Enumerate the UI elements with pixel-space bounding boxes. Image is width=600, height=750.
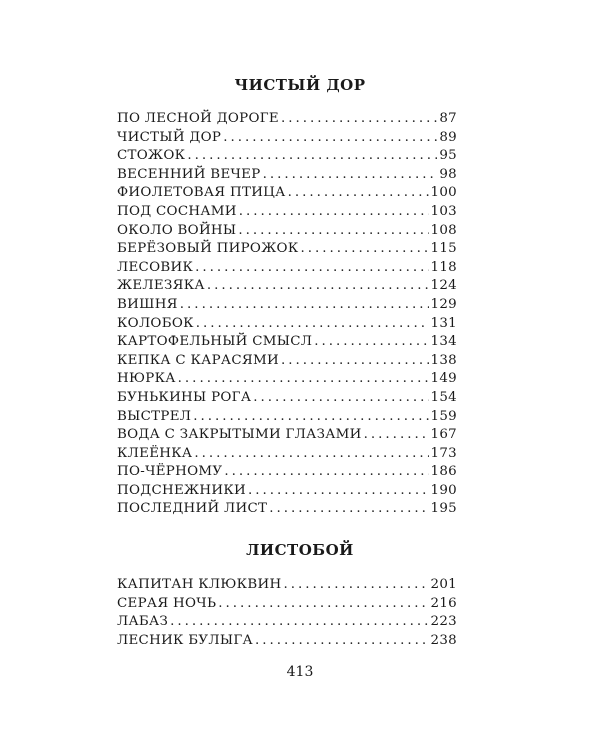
dot-leader [224, 463, 428, 482]
toc-entry [117, 500, 457, 519]
toc-entry [117, 333, 457, 352]
toc-entry [117, 595, 457, 614]
toc-entry-title: ОКОЛО ВОЙНЫ [117, 222, 237, 238]
toc-entry-page: 173 [430, 445, 457, 461]
toc-list-listoboy [117, 576, 457, 650]
toc-entry-page: 238 [430, 632, 457, 648]
toc-entry [117, 110, 457, 129]
toc-entry [117, 184, 457, 203]
toc-entry-page: 103 [430, 203, 457, 219]
toc-entry-page: 95 [439, 148, 457, 164]
toc-entry-page: 149 [430, 371, 457, 387]
page-number: 413 [286, 664, 314, 680]
dot-leader [283, 576, 428, 595]
section-title-chisty-dor: ЧИСТЫЙ ДОР [234, 76, 366, 94]
toc-entry-page: 115 [430, 241, 457, 257]
toc-entry-page: 186 [430, 464, 457, 480]
toc-entry [117, 259, 457, 278]
dot-leader [253, 389, 428, 408]
toc-entry [117, 147, 457, 166]
toc-entry [117, 166, 457, 185]
toc-entry-title: ФИОЛЕТОВАЯ ПТИЦА [117, 185, 286, 201]
dot-leader [180, 296, 429, 315]
dot-leader [218, 595, 428, 614]
toc-entry-page: 100 [430, 185, 457, 201]
toc-entry [117, 426, 457, 445]
dot-leader [301, 240, 429, 259]
toc-entry-title: ПО-ЧЁРНОМУ [117, 464, 223, 480]
toc-entry-title: КОЛОБОК [117, 315, 194, 331]
toc-entry-title: КАРТОФЕЛЬНЫЙ СМЫСЛ [117, 334, 313, 350]
toc-entry-title: БУНЬКИНЫ РОГА [117, 389, 252, 405]
toc-list-chisty-dor [117, 110, 457, 519]
toc-entry-title: КЛЕЁНКА [117, 445, 193, 461]
toc-entry-title: БЕРЁЗОВЫЙ ПИРОЖОК [117, 241, 299, 257]
toc-entry-page: 201 [430, 577, 457, 592]
dot-leader [255, 632, 429, 651]
toc-entry-page: 89 [439, 129, 457, 145]
toc-entry-title: ВЕСЕННИЙ ВЕЧЕР [117, 166, 261, 182]
dot-leader [207, 277, 429, 296]
toc-entry-page: 159 [430, 408, 457, 424]
dot-leader [364, 426, 429, 445]
dot-leader [263, 166, 438, 185]
toc-entry-page: 124 [430, 278, 457, 294]
toc-entry [117, 482, 457, 501]
dot-leader [193, 408, 428, 427]
toc-entry-page: 108 [430, 222, 457, 238]
toc-entry [117, 222, 457, 241]
toc-entry-title: НЮРКА [117, 371, 176, 387]
toc-entry-title: ЖЕЛЕЗЯКА [117, 278, 205, 294]
toc-entry-page: 154 [430, 389, 457, 405]
toc-entry [117, 315, 457, 334]
toc-entry-title: ЧИСТЫЙ ДОР [117, 129, 222, 145]
toc-entry [117, 240, 457, 259]
dot-leader [196, 315, 429, 334]
toc-entry [117, 613, 457, 632]
toc-entry-page: 98 [439, 166, 457, 182]
toc-entry-title: СТОЖОК [117, 148, 186, 164]
dot-leader [248, 482, 429, 501]
dot-leader [194, 445, 428, 464]
toc-entry-page: 134 [430, 334, 457, 350]
toc-entry-page: 190 [430, 482, 457, 498]
toc-entry-title: КАПИТАН КЛЮКВИН [117, 577, 282, 592]
dot-leader [281, 110, 437, 129]
toc-entry [117, 463, 457, 482]
toc-entry [117, 277, 457, 296]
toc-entry [117, 352, 457, 371]
dot-leader [195, 259, 428, 278]
toc-entry-title: ПО ЛЕСНОЙ ДОРОГЕ [117, 111, 279, 126]
toc-entry [117, 296, 457, 315]
toc-entry-page: 216 [430, 595, 457, 611]
dot-leader [223, 129, 437, 148]
dot-leader [170, 613, 428, 632]
toc-entry-page: 223 [430, 614, 457, 630]
toc-entry [117, 445, 457, 464]
toc-entry-title: ЛАБАЗ [117, 614, 169, 630]
toc-entry-title: ЛЕСОВИК [117, 259, 194, 275]
toc-entry-page: 118 [430, 259, 457, 275]
toc-entry-page: 138 [430, 352, 457, 368]
toc-entry-title: СЕРАЯ НОЧЬ [117, 595, 217, 611]
toc-entry-title: ПОД СОСНАМИ [117, 203, 237, 219]
toc-entry-page: 131 [430, 315, 457, 331]
toc-entry-page: 195 [430, 501, 457, 517]
toc-entry [117, 370, 457, 389]
toc-entry-title: ПОДСНЕЖНИКИ [117, 482, 246, 498]
dot-leader [281, 352, 429, 371]
toc-entry-title: ВЫСТРЕЛ [117, 408, 192, 424]
toc-entry-title: ВОДА С ЗАКРЫТЫМИ ГЛАЗАМИ [117, 427, 362, 443]
dot-leader [178, 370, 429, 389]
toc-entry-page: 167 [430, 427, 457, 443]
toc-entry [117, 129, 457, 148]
toc-entry [117, 389, 457, 408]
toc-entry [117, 408, 457, 427]
toc-entry [117, 632, 457, 651]
toc-entry-page: 87 [439, 111, 457, 126]
dot-leader [288, 184, 429, 203]
toc-entry-title: ВИШНЯ [117, 296, 178, 312]
toc-entry-title: ПОСЛЕДНИЙ ЛИСТ [117, 501, 268, 517]
section-title-listoboy: ЛИСТОБОЙ [246, 541, 354, 559]
toc-entry [117, 203, 457, 222]
toc-entry-title: КЕПКА С КАРАСЯМИ [117, 352, 279, 368]
toc-entry-page: 129 [430, 296, 457, 312]
toc-entry [117, 576, 457, 595]
dot-leader [238, 222, 428, 241]
dot-leader [269, 500, 428, 519]
dot-leader [187, 147, 437, 166]
toc-entry-title: ЛЕСНИК БУЛЫГА [117, 632, 253, 648]
dot-leader [314, 333, 428, 352]
dot-leader [239, 203, 429, 222]
